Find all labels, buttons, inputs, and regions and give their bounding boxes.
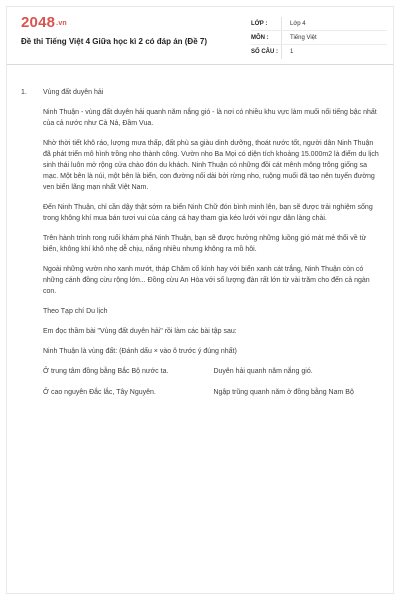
- question-heading: [21, 87, 379, 98]
- exam-content: [7, 65, 393, 408]
- passage-paragraph: Trên hành trình rong ruổi khám phá Ninh Thuận, bạn sẽ được hưởng những luồng gió mát mẻ thổi về từ biển, không khí khô nhẹ dễ chịu, nắng nhiều nhưng không ra mồ hôi.: [43, 235, 367, 253]
- passage-paragraph: Ngoài những vườn nho xanh mướt, tháp Chăm cổ kính hay với biển xanh cát trắng, Ninh Thuận còn có những cánh đồng cừu rộng lớn... Đồng cừu An Hòa với số lượng đàn rất lớn từ vài trăm cho đến cả ngàn con.: [43, 266, 370, 295]
- exam-meta-table: [251, 17, 387, 59]
- meta-row-subject: [251, 31, 387, 45]
- meta-key: MÔN :: [251, 35, 269, 41]
- logo-main: 2048: [21, 14, 56, 31]
- question-body: [21, 107, 379, 398]
- logo-suffix: .vn: [56, 20, 67, 27]
- options-row: [43, 387, 379, 398]
- answer-option[interactable]: Ngập trũng quanh năm ở đồng bằng Nam Bộ: [213, 389, 354, 396]
- meta-row-question-count: [251, 45, 387, 59]
- meta-value: Tiếng Việt: [281, 31, 317, 44]
- answer-option[interactable]: Ở cao nguyên Đắc lắc, Tây Nguyên.: [43, 389, 156, 396]
- passage-paragraph: Nhờ thời tiết khô ráo, lượng mưa thấp, đất phù sa giàu dinh dưỡng, thoát nước tốt, người dân Ninh Thuận đã phát triển mô hình trồng nho thành công. Vườn nho Ba Mọi có diện tích khoảng 15.000m2 là điểm du lịch sinh thái luôn mở rộng cửa chào đón du khách. Ninh Thuận có những đồi cát mênh mông trông giống sa mạc. Một bên là núi, một bên là biển, con đường nối dài bởi rừng nho, ruộng muối đã tạo nên tuyến đường ven biển lãng mạn nhất Việt Nam.: [43, 140, 379, 191]
- sub-question: Ninh Thuận là vùng đất: (Đánh dấu × vào ô trước ý đúng nhất): [43, 348, 237, 355]
- options-row: [43, 366, 379, 377]
- meta-key: LỚP :: [251, 21, 268, 27]
- question-title: Vùng đất duyên hải: [43, 89, 104, 96]
- answer-option[interactable]: Duyên hải quanh năm nắng gió.: [213, 368, 313, 375]
- answer-option[interactable]: Ở trung tâm đồng bằng Bắc Bộ nước ta.: [43, 368, 169, 375]
- meta-value: 1: [281, 45, 293, 59]
- meta-key: SỐ CÂU :: [251, 49, 278, 55]
- passage-paragraph: Ninh Thuận - vùng đất duyên hải quanh năm nắng gió - là nơi có nhiều khu vực làm muối nổi tiếng bậc nhất của cả nước như Cà Ná, Đầm Vua.: [43, 109, 377, 127]
- question-number: 1.: [21, 89, 27, 96]
- meta-row-grade: [251, 17, 387, 31]
- passage-paragraph: Đến Ninh Thuận, chỉ cần dậy thật sớm ra biển Ninh Chữ đón bình minh lên, bạn sẽ được trải nghiệm sống trong không khí mua bán tươi vui của cảng cá hay tham gia kéo lưới với ngư dân làng chài.: [43, 204, 373, 222]
- exam-title: Đề thi Tiếng Việt 4 Giữa học kì 2 có đáp án (Đề 7): [21, 37, 207, 46]
- exam-header: [7, 7, 393, 65]
- instruction-text: Em đọc thầm bài "Vùng đất duyên hải" rồi làm các bài tập sau:: [43, 328, 237, 335]
- passage-source: Theo Tạp chí Du lịch: [43, 308, 108, 315]
- meta-value: Lớp 4: [281, 17, 306, 30]
- site-logo[interactable]: [21, 15, 67, 32]
- exam-page: [6, 6, 394, 594]
